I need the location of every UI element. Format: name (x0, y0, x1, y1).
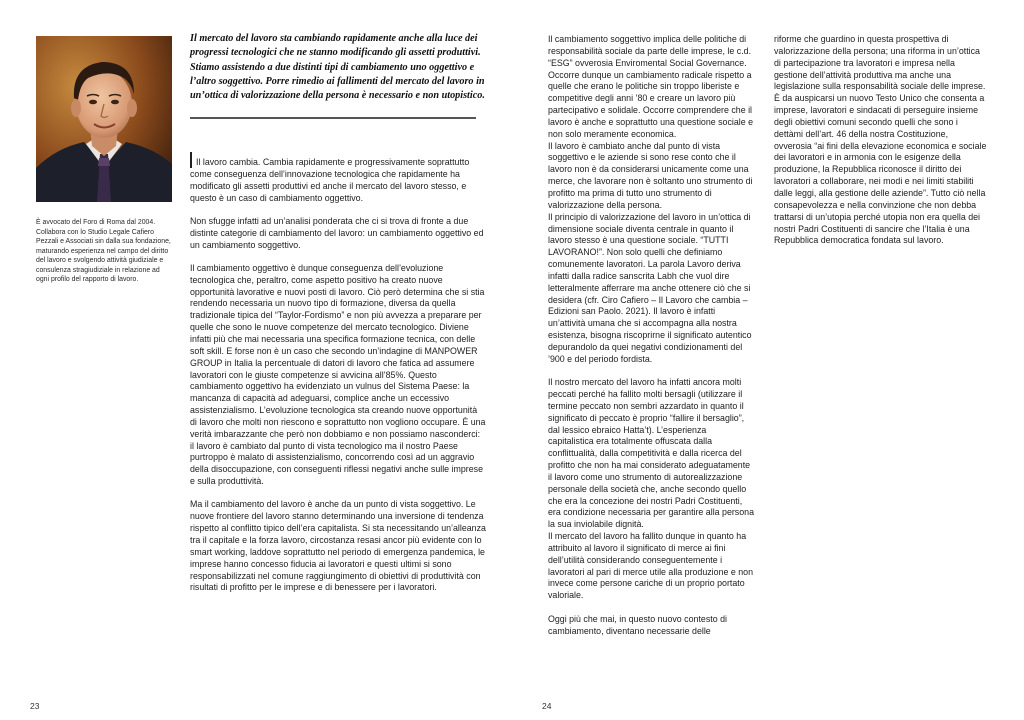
paragraph-1 (190, 152, 486, 204)
column1-paragraph-1: Il cambiamento soggettivo implica delle politiche di responsabilità sociale da parte delle imprese, le c.d. “ESG” ovverosia Enviromental Social Governance. Occorre dunque un cambiamento radicale rispetto a quelle che erano le politiche sin troppo liberiste e competitive degli anni ’80 e creare un lavoro più partecipativo e solidale. Occorre comprendere che il lavoro è anche e soprattutto una questione sociale e non solo meramente economica. (548, 34, 754, 139)
dropcap-bar (190, 152, 192, 168)
page-number-right: 24 (542, 701, 552, 711)
paragraph-2: Non sfugge infatti ad un’analisi ponderata che ci si trova di fronte a due distinte categorie di cambiamento del lavoro: un cambiamento oggettivo ed un cambiamento soggettivo. (190, 215, 484, 250)
paragraph-4: Ma il cambiamento del lavoro è anche da un punto di vista soggettivo. Le nuove frontiere del lavoro stanno determinando una inversione di tendenza rispetto al conflitto tipico dell’era capitalista. Si sta necessitando un’alleanza tra il capitale e la forza lavoro, circostanza resasi ancor più evidente con lo smart working, laddove soprattutto nel periodo di emergenza pandemica, le imprese hanno concesso fiducia ai lavoratori e questi ultimi si sono responsabilizzati nel comune raggiungimento di obiettivi di produttività con risultati di profitto per le imprese e di benessere per i lavoratori. (190, 499, 486, 593)
column1-paragraph-6: Oggi più che mai, in questo nuovo contesto di cambiamento, diventano necessarie delle (548, 613, 727, 636)
column1-paragraph-4: Il nostro mercato del lavoro ha infatti ancora molti peccati perché ha fallito molti bersagli (utilizzare il termine peccato non sembri azzardato in quanto il significato di peccato è proprio “fallire il bersaglio”, dal lessico ebraico Hatta’t). L’esperienza capitalistica era totalmente offuscata dalla conflittualità, dalla competitività e dalla ricerca del profitto che non ha mai considerato adeguatamente il lavoro come uno strumento di autorealizzazione personale della società che, anche secondo quello che era la concezione dei nostri Padri Costituenti, era condizione necessaria per garantire alla persona la sua inviolabile dignità. (548, 377, 754, 530)
lead-divider (190, 117, 476, 119)
paragraph-3: Il cambiamento oggettivo è dunque conseguenza dell’evoluzione tecnologica che, peraltro, come aspetto positivo ha creato nuove opportunità lavorative e nuovi posti di lavoro. Ciò però determina che si stia rendendo necessaria un nuovo tipo di formazione, diversa da quella tradizionale tipica del “Taylor-Fordismo” e non più avvezza a preparare per quelle che sono le nuove competenze del mercato tecnologico. Diviene infatti più che mai necessaria una specifica formazione tecnica, con delle soft skill. E forse non è un caso che secondo un’indagine di MANPOWER GROUP in Italia la percentuale di datori di lavoro che fatica ad assumere lavoratori con le giuste competenze si avvicina all’85%. Questo cambiamento oggettivo ha evidenziato un vulnus del Sistema Paese: la mancanza di capacità ad adeguarsi, complice anche un eccessivo assistenzialismo. L’evoluzione tecnologica sta creando nuove opportunità di lavoro che molti non riescono e soprattutto non vogliono occupare. È una verità imbarazzante che però non dobbiamo e non possiamo nasconderci: il lavoro è cambiato dal punto di vista tecnologico ma il nostro Paese purtroppo è malato di assistenzialismo, concorrendo così ad un aggravio della disoccupazione, con conseguenti riflessi negativi anche sulle imprese e sulla produttività. (190, 262, 486, 487)
page-number-left: 23 (30, 701, 40, 711)
article-column-1 (548, 34, 754, 637)
column1-paragraph-2: Il lavoro è cambiato anche dal punto di vista soggettivo e le aziende si sono rese conto che il lavoro non è da considerarsi unicamente come una merce, che lavorare non è soltanto uno strumento di profitto ma prima di tutto uno strumento di valorizzazione della persona. (548, 140, 753, 210)
author-photo-image (36, 36, 172, 202)
article-column-2 (774, 34, 988, 247)
right-page (512, 0, 1024, 720)
column1-paragraph-5: Il mercato del lavoro ha fallito dunque in quanto ha attribuito al lavoro il significato di merce ai fini dell’utilità considerando conseguentemente i lavoratori al pari di merce utile alla produzione e non invece come persone cariche di un proprio portato valoriale. (548, 531, 753, 601)
column1-paragraph-3: Il principio di valorizzazione del lavoro in un’ottica di dimensione sociale diventa centrale in quanto il lavoro stesso è una questione sociale. “TUTTI LAVORANO!”. Non solo quelli che definiamo comunemente lavoratori. La parola Lavoro deriva infatti dalla radice sanscrita Labh che vuol dire letteralmente afferrare ma anche ottenere ciò che si desidera (cfr. Ciro Cafiero – Il Lavoro che cambia – Edizioni san Paolo. 2021). Il lavoro è infatti un’attività umana che si accompagna alla nostra esistenza, bisogna riscoprirne il significato autentico depurandolo da quei negativi condizionamenti del ’900 e del periodo fordista. (548, 211, 752, 364)
author-caption: È avvocato del Foro di Roma dal 2004. Collabora con lo Studio Legale Cafiero Pezzali e Associati sin dalla sua fondazione, maturando esperienza nel campo del diritto del lavoro e svolgendo attività giudiziale e consulenza stragiudiziale in relazione ad ogni profilo del rapporto di lavoro. (36, 219, 171, 284)
article-lead: Il mercato del lavoro sta cambiando rapidamente anche alla luce dei progressi tecnologici che ne stanno modificando gli assetti produttivi. Stiamo assistendo a due distinti tipi di cambiamento uno oggettivo e l’altro soggettivo. Porre rimedio ai fallimenti del mercato del lavoro in un’ottica di valorizzazione della persona è necessario e non utopistico. (190, 33, 485, 102)
column2-paragraph-1: riforme che guardino in questa prospettiva di valorizzazione della persona; una riforma in un’ottica di partecipazione tra lavoratori e impresa nella gestione dell’attività produttiva ma anche una legislazione sulla responsabilità sociale delle imprese. È da auspicarsi un nuovo Testo Unico che consenta a imprese, lavoratori e sindacati di perseguire insieme degli obiettivi comuni secondo quelli che sono i dettàmi dell’art. 46 della nostra Costituzione, ovverosia “ai fini della elevazione economica e sociale dei lavoratori e in armonia con le esigenze della produzione, la Repubblica riconosce il diritto dei lavoratori a collaborare, nei modi e nei limiti stabiliti dalle leggi, alla gestione delle aziende”. Tutto ciò nella consapevolezza e nella convinzione che non debba trattarsi di un’utopia perché utopia non era quella dei nostri Padri Costituenti di sancire che l’Italia è una Repubblica democratica fondata sul lavoro. (774, 34, 987, 246)
paragraph-1-text: Il lavoro cambia. Cambia rapidamente e progressivamente soprattutto come conseguenza dell’innovazione tecnologica che rapidamente ha modificato gli assetti produttivi ed anche il mercato del lavoro stesso, e questo è un caso di cambiamento oggettivo. (190, 157, 470, 203)
author-portrait (36, 36, 172, 202)
article-body-left (190, 152, 486, 606)
